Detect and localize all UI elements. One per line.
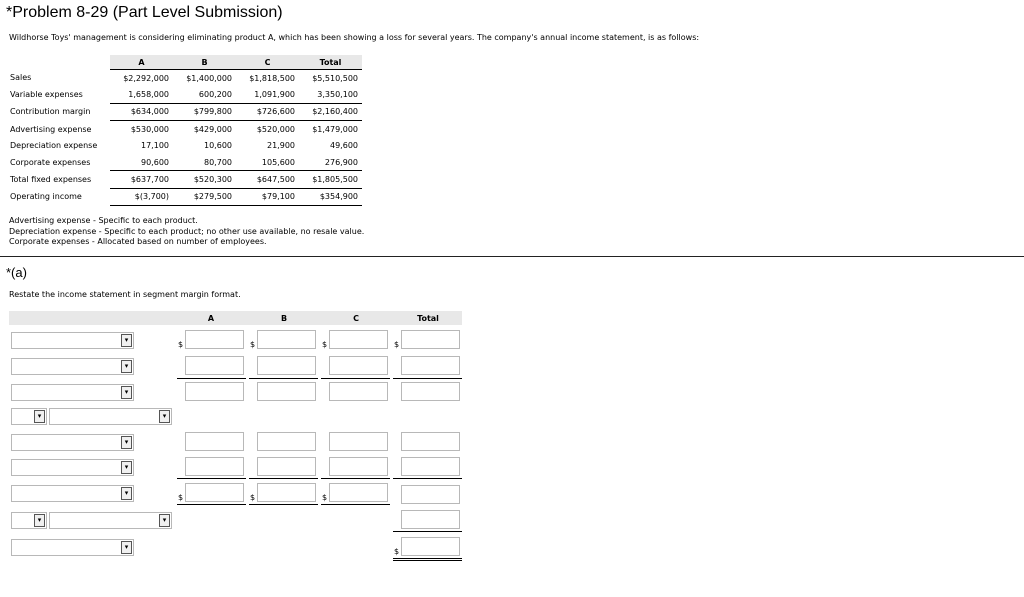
chevron-down-icon: ▾ bbox=[121, 386, 132, 399]
table-header-c: C bbox=[236, 55, 299, 70]
cell-value: $1,805,500 bbox=[299, 171, 362, 188]
total-double-underline bbox=[393, 558, 462, 559]
row4-prefix-select[interactable] bbox=[11, 408, 47, 425]
table-row bbox=[6, 86, 362, 103]
row-label: Sales bbox=[10, 73, 32, 83]
subtotal-underline bbox=[249, 378, 318, 379]
cell-value: 600,200 bbox=[173, 86, 236, 103]
table-row bbox=[6, 138, 362, 154]
cell-value: 10,600 bbox=[204, 141, 232, 151]
row5-label-select[interactable] bbox=[11, 434, 134, 451]
row6-input-b[interactable] bbox=[257, 457, 316, 476]
cell-value: $279,500 bbox=[173, 188, 236, 205]
row5-input-total[interactable] bbox=[401, 432, 460, 451]
cell-value: $1,479,000 bbox=[312, 124, 358, 134]
chevron-down-icon: ▾ bbox=[121, 487, 132, 500]
table-header-a: A bbox=[110, 55, 173, 70]
table-header-total: Total bbox=[299, 55, 362, 70]
table-header-blank bbox=[6, 55, 110, 70]
table-row bbox=[6, 171, 362, 188]
cell-value: 21,900 bbox=[267, 141, 295, 151]
subtotal-underline bbox=[177, 504, 246, 505]
row-label: Corporate expenses bbox=[10, 157, 91, 167]
row3-input-b[interactable] bbox=[257, 382, 316, 401]
subtotal-underline bbox=[177, 478, 246, 479]
row5-input-b[interactable] bbox=[257, 432, 316, 451]
row9-input-total[interactable] bbox=[401, 537, 460, 556]
row6-input-c[interactable] bbox=[329, 457, 388, 476]
chevron-down-icon: ▾ bbox=[159, 410, 170, 423]
subtotal-underline bbox=[393, 378, 462, 379]
row-label: Contribution margin bbox=[10, 107, 91, 117]
problem-intro: Wildhorse Toys' management is considering eliminating product A, which has been showing a loss for several years. The company's annual income statement, is as follows: bbox=[9, 33, 700, 42]
subtotal-underline bbox=[321, 478, 390, 479]
row2-label-select[interactable] bbox=[11, 358, 134, 375]
cell-value: $726,600 bbox=[236, 103, 299, 120]
row1-input-a[interactable] bbox=[185, 330, 244, 349]
chevron-down-icon: ▾ bbox=[121, 541, 132, 554]
row5-input-c[interactable] bbox=[329, 432, 388, 451]
row3-input-total[interactable] bbox=[401, 382, 460, 401]
cell-value: 80,700 bbox=[173, 154, 236, 171]
answer-col-header-total: Total bbox=[417, 314, 439, 323]
subtotal-underline bbox=[321, 504, 390, 505]
currency-sign: $ bbox=[178, 493, 184, 502]
table-row bbox=[6, 188, 362, 205]
subtotal-underline bbox=[177, 378, 246, 379]
note-advertising: Advertising expense - Specific to each product. bbox=[9, 216, 198, 225]
part-a-instruction: Restate the income statement in segment margin format. bbox=[9, 290, 241, 299]
row5-input-a[interactable] bbox=[185, 432, 244, 451]
row-label: Operating income bbox=[10, 192, 82, 202]
row1-input-total[interactable] bbox=[401, 330, 460, 349]
currency-sign: $ bbox=[394, 547, 400, 556]
currency-sign: $ bbox=[250, 493, 256, 502]
table-row bbox=[6, 103, 362, 120]
row-label: Depreciation expense bbox=[10, 141, 98, 151]
subtotal-underline bbox=[393, 478, 462, 479]
answer-col-header-b: B bbox=[280, 314, 288, 323]
row3-input-c[interactable] bbox=[329, 382, 388, 401]
currency-sign: $ bbox=[250, 340, 256, 349]
currency-sign: $ bbox=[394, 340, 400, 349]
chevron-down-icon: ▾ bbox=[121, 436, 132, 449]
cell-value: $520,300 bbox=[173, 171, 236, 188]
cell-value: 1,658,000 bbox=[110, 86, 173, 103]
answer-col-header-a: A bbox=[207, 314, 215, 323]
row2-input-b[interactable] bbox=[257, 356, 316, 375]
income-statement-table bbox=[6, 55, 362, 206]
table-header-b: B bbox=[173, 55, 236, 70]
cell-value: $799,800 bbox=[173, 103, 236, 120]
cell-value: $(3,700) bbox=[110, 188, 173, 205]
row7-input-total[interactable] bbox=[401, 485, 460, 504]
cell-value: $1,400,000 bbox=[186, 73, 232, 83]
table-row bbox=[6, 121, 362, 138]
cell-value: $634,000 bbox=[110, 103, 173, 120]
chevron-down-icon: ▾ bbox=[34, 514, 45, 527]
row1-label-select[interactable] bbox=[11, 332, 134, 349]
cell-value: $530,000 bbox=[130, 124, 169, 134]
row2-input-a[interactable] bbox=[185, 356, 244, 375]
cell-value: $2,292,000 bbox=[123, 73, 169, 83]
problem-title: *Problem 8-29 (Part Level Submission) bbox=[6, 4, 283, 21]
cell-value: $5,510,500 bbox=[312, 73, 358, 83]
subtotal-underline bbox=[321, 378, 390, 379]
total-double-underline bbox=[393, 560, 462, 561]
row4-label-select[interactable] bbox=[49, 408, 172, 425]
row7-input-a[interactable] bbox=[185, 483, 244, 502]
row-label: Total fixed expenses bbox=[10, 175, 92, 185]
cell-value: $647,500 bbox=[236, 171, 299, 188]
cell-value: 90,600 bbox=[110, 154, 173, 171]
cell-value: 17,100 bbox=[141, 141, 169, 151]
row7-input-b[interactable] bbox=[257, 483, 316, 502]
cell-value: 3,350,100 bbox=[299, 86, 362, 103]
cell-value: 1,091,900 bbox=[236, 86, 299, 103]
row1-input-c[interactable] bbox=[329, 330, 388, 349]
part-a-heading: *(a) bbox=[6, 265, 27, 280]
table-row bbox=[6, 70, 362, 87]
cell-value: 105,600 bbox=[236, 154, 299, 171]
answer-col-header-c: C bbox=[353, 314, 359, 323]
currency-sign: $ bbox=[322, 340, 328, 349]
row-label: Variable expenses bbox=[10, 90, 83, 100]
row6-label-select[interactable] bbox=[11, 459, 134, 476]
row8-prefix-select[interactable] bbox=[11, 512, 47, 529]
row2-input-c[interactable] bbox=[329, 356, 388, 375]
currency-sign: $ bbox=[322, 493, 328, 502]
chevron-down-icon: ▾ bbox=[159, 514, 170, 527]
chevron-down-icon: ▾ bbox=[121, 360, 132, 373]
row1-input-b[interactable] bbox=[257, 330, 316, 349]
row9-label-select[interactable] bbox=[11, 539, 134, 556]
subtotal-underline bbox=[249, 504, 318, 505]
row-label: Advertising expense bbox=[10, 124, 92, 134]
cell-value: $1,818,500 bbox=[249, 73, 295, 83]
row7-input-c[interactable] bbox=[329, 483, 388, 502]
cell-value: $429,000 bbox=[193, 124, 232, 134]
cell-value: $2,160,400 bbox=[299, 103, 362, 120]
subtotal-underline bbox=[393, 531, 462, 532]
note-depreciation: Depreciation expense - Specific to each product; no other use available, no resale value. bbox=[9, 226, 365, 236]
row8-label-select[interactable] bbox=[49, 512, 172, 529]
note-corporate: Corporate expenses - Allocated based on number of employees. bbox=[9, 237, 267, 246]
row3-label-select[interactable] bbox=[11, 384, 134, 401]
chevron-down-icon: ▾ bbox=[34, 410, 45, 423]
row6-input-total[interactable] bbox=[401, 457, 460, 476]
currency-sign: $ bbox=[178, 340, 184, 349]
chevron-down-icon: ▾ bbox=[121, 461, 132, 474]
chevron-down-icon: ▾ bbox=[121, 334, 132, 347]
cell-value: 276,900 bbox=[299, 154, 362, 171]
cell-value: $79,100 bbox=[236, 188, 299, 205]
section-divider bbox=[0, 256, 1024, 257]
expense-notes bbox=[9, 216, 364, 248]
row6-input-a[interactable] bbox=[185, 457, 244, 476]
subtotal-underline bbox=[249, 478, 318, 479]
cell-value: $637,700 bbox=[110, 171, 173, 188]
row3-input-a[interactable] bbox=[185, 382, 244, 401]
row7-label-select[interactable] bbox=[11, 485, 134, 502]
row2-input-total[interactable] bbox=[401, 356, 460, 375]
cell-value: 49,600 bbox=[330, 141, 358, 151]
cell-value: $520,000 bbox=[256, 124, 295, 134]
row8-input-total[interactable] bbox=[401, 510, 460, 529]
cell-value: $354,900 bbox=[299, 188, 362, 205]
table-row bbox=[6, 154, 362, 171]
